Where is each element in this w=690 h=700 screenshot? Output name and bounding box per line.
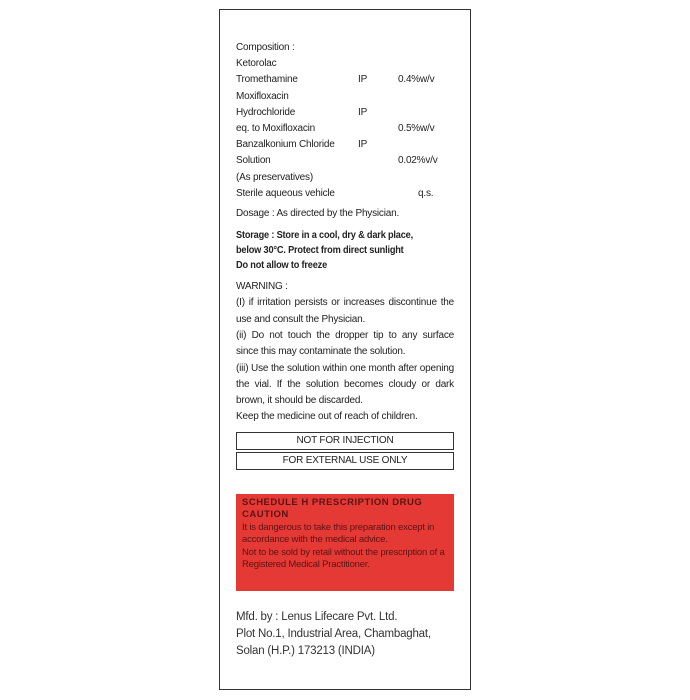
ingredient-quantity: 0.02%v/v	[398, 155, 438, 167]
storage-line: Do not allow to freeze	[236, 260, 328, 272]
warning-section	[236, 279, 454, 426]
storage-instructions	[236, 228, 452, 273]
caution-text: It is dangerous to take this preparation except in accordance with the medical advice.	[242, 521, 435, 546]
ingredient-name: Hydrochloride	[236, 106, 296, 118]
manufacturer-line: Solan (H.P.) 173213 (INDIA)	[236, 644, 375, 657]
composition-row	[236, 56, 454, 72]
ingredient-name: Banzalkonium Chloride	[236, 139, 335, 151]
ingredient-name: Moxifloxacin	[236, 90, 289, 102]
manufacturer-line: Mfd. by : Lenus Lifecare Pvt. Ltd.	[236, 610, 398, 623]
ingredient-name: Solution	[236, 155, 271, 167]
warning-item: (iii) Use the solution within one month after opening the vial. If the solution becomes cloudy or dark brown, it should be discarded.	[236, 362, 454, 407]
composition-row	[236, 72, 454, 88]
ingredient-name: Ketorolac	[236, 58, 277, 70]
storage-line: Storage : Store in a cool, dry & dark place,	[236, 230, 413, 242]
ingredient-standard: IP	[358, 74, 368, 86]
warning-item: Keep the medicine out of reach of children.	[236, 411, 418, 423]
composition-row	[236, 121, 454, 137]
label-content	[236, 40, 454, 660]
ingredient-name: Sterile aqueous vehicle	[236, 187, 335, 199]
medicine-label	[219, 9, 471, 690]
composition-row	[236, 137, 454, 153]
composition-row	[236, 89, 454, 105]
not-for-injection-box: NOT FOR INJECTION	[236, 432, 454, 450]
composition-row	[236, 170, 454, 186]
caution-box	[236, 494, 454, 591]
warning-heading: WARNING :	[236, 281, 288, 293]
ingredient-name: Tromethamine	[236, 74, 298, 86]
composition-heading: Composition :	[236, 42, 295, 53]
ingredient-standard: IP	[358, 106, 368, 118]
ingredient-standard: IP	[358, 139, 368, 151]
composition-row	[236, 153, 454, 169]
ingredient-name: (As preservatives)	[236, 171, 313, 183]
warning-item: (I) if irritation persists or increases discontinue the use and consult the Physician.	[236, 297, 454, 325]
dosage-text: Dosage : As directed by the Physician.	[236, 207, 400, 219]
composition-row	[236, 186, 454, 202]
external-use-box: FOR EXTERNAL USE ONLY	[236, 452, 454, 470]
ingredient-quantity: 0.5%w/v	[398, 122, 435, 134]
warning-item: (ii) Do not touch the dropper tip to any surface since this may contaminate the solution.	[236, 329, 454, 358]
ingredient-quantity: 0.4%w/v	[398, 74, 435, 86]
ingredient-quantity: q.s.	[418, 187, 434, 199]
caution-heading: CAUTION	[242, 509, 289, 521]
manufacturer-line: Plot No.1, Industrial Area, Chambaghat,	[236, 627, 431, 640]
ingredient-name: eq. to Moxifloxacin	[236, 122, 316, 134]
caution-text: Not to be sold by retail without the prescription of a Registered Medical Practitioner.	[242, 546, 445, 571]
composition-table	[236, 56, 454, 202]
manufacturer-info	[236, 609, 454, 660]
schedule-heading: SCHEDULE H PRESCRIPTION DRUG	[242, 496, 423, 508]
storage-line: below 30°C. Protect from direct sunlight	[236, 245, 404, 257]
composition-row	[236, 105, 454, 121]
